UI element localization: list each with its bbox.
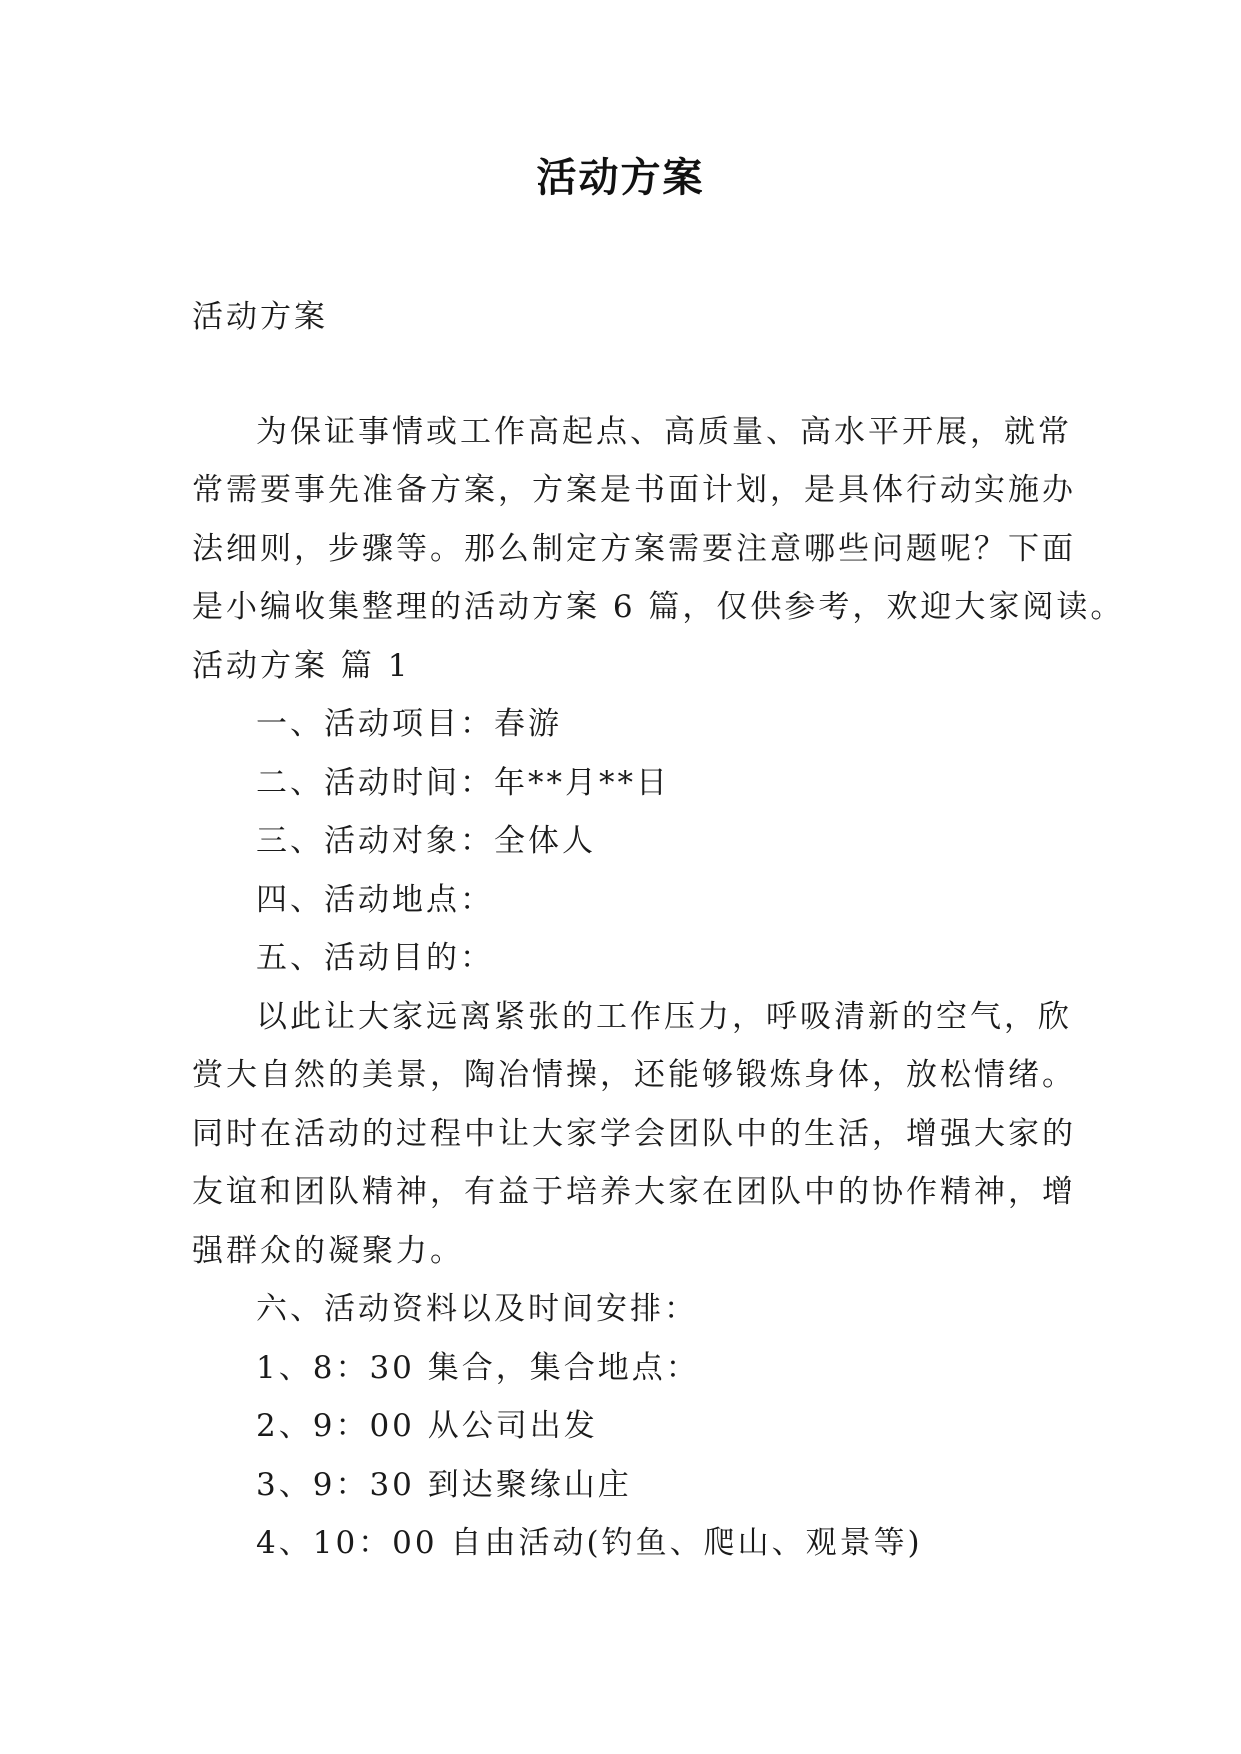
text-line: 2、9：00 从公司出发 [256,1408,598,1444]
text-line: 活动方案 篇 1 [192,647,411,684]
text-line: 常需要事先准备方案，方案是书面计划，是具体行动实施办 [192,472,1076,508]
text-line: 赏大自然的美景，陶冶情操，还能够锻炼身体，放松情绪。 [192,1057,1076,1093]
document-body [192,288,1125,1573]
text-line: 三、活动对象：全体人 [256,823,596,859]
text-line: 是小编收集整理的活动方案 6 篇，仅供参考，欢迎大家阅读。 [192,589,1125,625]
text-line: 4、10：00 自由活动(钓鱼、爬山、观景等) [256,1525,923,1561]
text-line: 四、活动地点： [256,881,494,918]
section-subtitle: 活动方案 [192,299,328,335]
text-line: 友谊和团队精神，有益于培养大家在团队中的协作精神，增 [192,1174,1076,1210]
text-line: 五、活动目的： [256,940,494,976]
spacer [192,347,1062,403]
text-line: 一、活动项目：春游 [256,706,562,742]
text-line: 为保证事情或工作高起点、高质量、高水平开展，就常 [256,413,1072,450]
text-line: 六、活动资料以及时间安排： [256,1291,698,1327]
document-title: 活动方案 [536,154,705,201]
text-line: 法细则，步骤等。那么制定方案需要注意哪些问题呢？下面 [192,530,1076,567]
text-line: 二、活动时间：年**月**日 [256,764,670,801]
text-line: 同时在活动的过程中让大家学会团队中的生活，增强大家的 [192,1115,1076,1152]
body-lines [192,403,1125,1573]
text-line: 1、8：30 集合，集合地点： [256,1349,700,1386]
text-line: 3、9：30 到达聚缘山庄 [256,1466,632,1503]
text-line: 强群众的凝聚力。 [192,1232,464,1269]
text-line: 以此让大家远离紧张的工作压力，呼吸清新的空气，欣 [256,998,1072,1035]
